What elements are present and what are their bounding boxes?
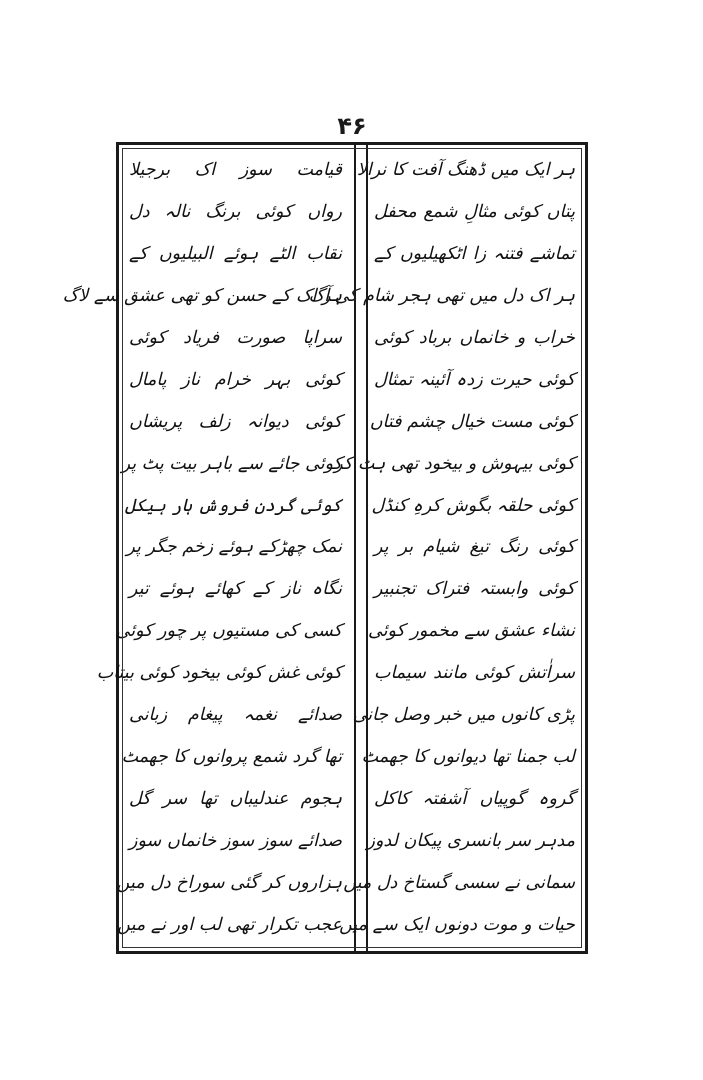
left-verse-column bbox=[62, 153, 342, 943]
verse-line: قیامت سوز اک برجیلا bbox=[129, 160, 342, 180]
verse-line: سمانی نے سسی گستاخ دل میں bbox=[343, 872, 575, 893]
verse-line: کوئی مست خیال چشم فتاں bbox=[369, 411, 575, 432]
verse-line: کوئی بہر خرام ناز پامال bbox=[129, 369, 342, 390]
verse-line: پتاں کوئی مثالِ شمع محفل bbox=[374, 201, 575, 222]
verse-line: تھا گرد شمع پروانوں کا جھمٹ bbox=[121, 747, 342, 768]
verse-line: تماشے فتنہ زا اٹکھیلیوں کے bbox=[374, 243, 575, 264]
verse-line: کوئی حیرت زدہ آئینہ تمثال bbox=[374, 369, 575, 390]
page-frame bbox=[62, 142, 588, 954]
verse-line: کسی کی مستیوں پر چور کوئی bbox=[115, 621, 342, 642]
verse-line: رواں کوئی برنگ نالہ دل bbox=[129, 201, 342, 222]
verse-line: صدائے سوز سوز خانماں سوز bbox=[129, 831, 342, 851]
verse-line: نشاء عشق سے مخمور کوئی bbox=[368, 621, 575, 642]
verse-line: لب جمنا تھا دیوانوں کا جھمٹ bbox=[361, 747, 575, 768]
verse-line: نقاب الٹے ہوئے البیلیوں کے bbox=[129, 243, 342, 264]
verse-line: ہر اک کے حسن کو تھی عشق سے لاگ bbox=[62, 285, 342, 306]
verse-line: عجب تکرار تھی لب اور نے میں bbox=[117, 914, 342, 935]
verse-line: خراب و خانماں برباد کوئی bbox=[374, 327, 575, 348]
verse-line: کوئی حلقہ بگوش کرہِ کنڈل bbox=[371, 495, 575, 516]
verse-line: سراٰتش کوئی مانند سیماب bbox=[374, 663, 575, 684]
verse-line: کوئی رنگ تیغ شیام بر پر bbox=[374, 537, 575, 558]
verse-line: گروہ گوپیاں آشفتہ کاکل bbox=[374, 789, 575, 810]
verse-line: کوئی جائے سے باہر بیت پٹ پر bbox=[121, 453, 342, 474]
verse-line: کوئی وابستہ فتراک تجنبیر bbox=[374, 579, 575, 600]
right-verse-column bbox=[308, 153, 575, 943]
verse-line: کوئی دیوانہ زلف پریشاں bbox=[129, 411, 342, 432]
verse-line: حیات و موت دونوں ایک سے میں bbox=[339, 914, 575, 935]
column-divider bbox=[354, 145, 368, 951]
verse-line: کوئی بیہوش و بیخود تھی ہٹ کر bbox=[334, 453, 575, 474]
verse-line: ہر ایک میں ڈھنگ آفت کا نرالا bbox=[356, 160, 575, 180]
verse-line: صدائے نغمہ پیغام زبانی bbox=[129, 705, 342, 726]
verse-line: پڑی کانوں میں خبر وصل جانی bbox=[352, 705, 575, 726]
verse-line: کوئی غش کوئی بیخود کوئی بیتاب bbox=[96, 663, 342, 684]
verse-line: نگاہ ناز کے کھائے ہوئے تیر bbox=[129, 579, 342, 600]
verse-line: نمک چھڑکے ہوئے زخم جگر پر bbox=[126, 537, 342, 558]
verse-line: سراپا صورت فریاد کوئی bbox=[129, 327, 342, 348]
verse-line: ہجوم عندلیباں تھا سر گل bbox=[129, 789, 342, 810]
verse-line: مدہر سر بانسری پیکان لدوز bbox=[366, 831, 575, 851]
page-number: ۴۶ bbox=[337, 112, 367, 140]
verse-line: ہزاروں کر گئی سوراخ دل میں bbox=[116, 872, 342, 893]
verse-line: کوئی گردن فروش ہار ہیکل bbox=[124, 495, 342, 516]
verse-line: ہر اک دل میں تھی ہجر شام کی آگ bbox=[308, 285, 575, 306]
